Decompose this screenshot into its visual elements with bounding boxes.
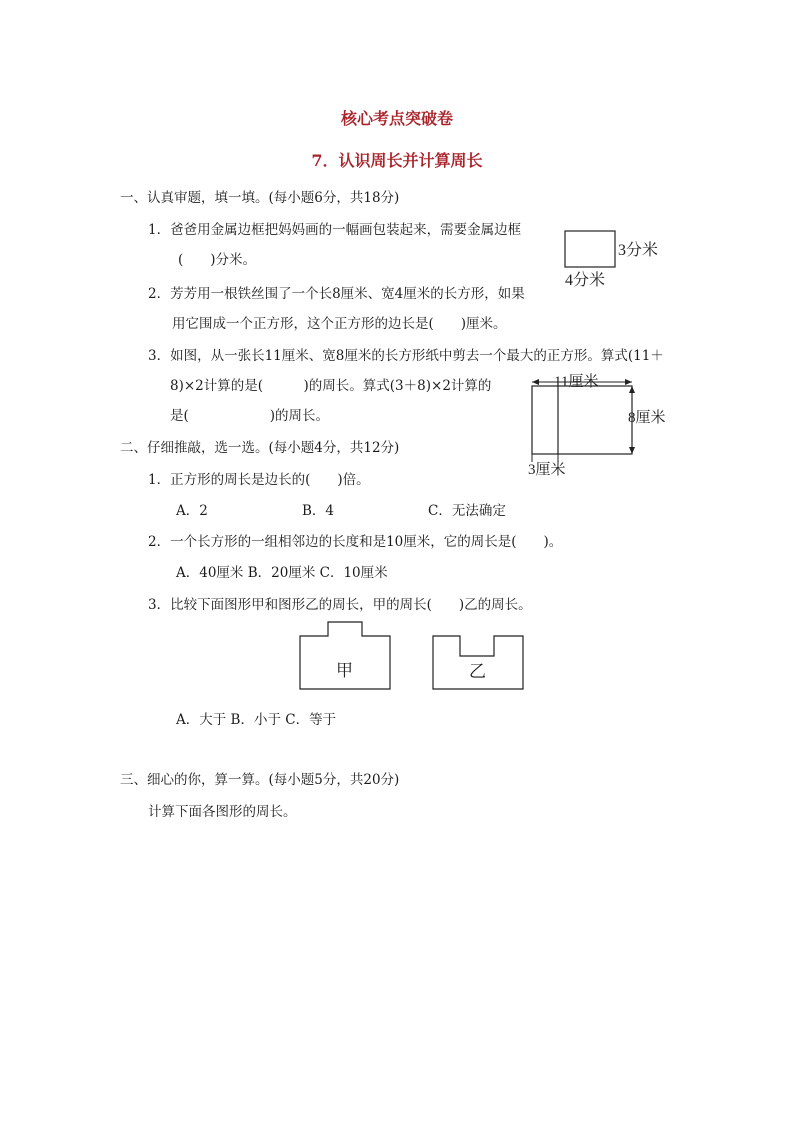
top-length-label: 11厘米 (554, 374, 599, 390)
section3-heading: 三、细心的你，算一算。(每小题5分，共20分) (120, 772, 400, 788)
frame-height-label: 3分米 (618, 242, 659, 259)
section2-heading: 二、仔细推敲，选一选。(每小题4分，共12分) (120, 440, 400, 456)
s3-instruction: 计算下面各图形的周长。 (148, 804, 297, 820)
paper-rect (532, 386, 632, 454)
page-subtitle: 7．认识周长并计算周长 (311, 151, 483, 170)
s2-q2-options: A．40厘米 B．20厘米 C．10厘米 (176, 565, 388, 581)
s1-q3-line1: 3．如图，从一张长11厘米、宽8厘米的长方形纸中剪去一个最大的正方形。算式(11＋ (148, 348, 664, 364)
s1-q1-line2: ( )分米。 (178, 252, 257, 268)
s1-q2-line2: 用它围成一个正方形，这个正方形的边长是( )厘米。 (172, 316, 507, 332)
bottom-width-label: 3厘米 (528, 462, 566, 478)
s1-q3-paper-figure (520, 368, 680, 482)
s2-q1-option-b: B．4 (302, 503, 335, 519)
frame-rect (565, 231, 615, 267)
s2-q2: 2．一个长方形的一组相邻边的长度和是10厘米，它的周长是( )。 (148, 534, 563, 550)
s2-q3-shapes-figure (298, 620, 528, 692)
arrow-left-icon (532, 379, 539, 385)
page-title: 核心考点突破卷 (340, 109, 453, 128)
section1-heading: 一、认真审题，填一填。(每小题6分，共18分) (120, 190, 400, 206)
shape-jia-label: 甲 (336, 661, 353, 680)
s2-q3-options: A．大于 B．小于 C．等于 (176, 712, 337, 728)
arrow-up-icon (629, 386, 635, 393)
frame-width-label: 4分米 (565, 272, 606, 289)
arrow-right-icon (625, 379, 632, 385)
s1-q1-line1: 1．爸爸用金属边框把妈妈画的一幅画包装起来，需要金属边框 (148, 222, 522, 238)
right-width-label: 8厘米 (628, 410, 666, 426)
s1-q1-rectangle-figure (560, 226, 680, 292)
s2-q1-option-a: A．2 (176, 503, 208, 519)
arrow-down-icon (629, 447, 635, 454)
s2-q1-option-c: C．无法确定 (428, 503, 506, 519)
s2-q3: 3．比较下面图形甲和图形乙的周长，甲的周长( )乙的周长。 (148, 597, 532, 613)
s1-q3-line3: 是( )的周长。 (170, 408, 330, 424)
s1-q2-line1: 2．芳芳用一根铁丝围了一个长8厘米、宽4厘米的长方形，如果 (148, 286, 525, 302)
shape-yi-label: 乙 (469, 662, 486, 681)
s2-q1: 1．正方形的周长是边长的( )倍。 (148, 472, 370, 488)
s1-q3-line2: 8)×2计算的是( )的周长。算式(3＋8)×2计算的 (170, 378, 492, 394)
